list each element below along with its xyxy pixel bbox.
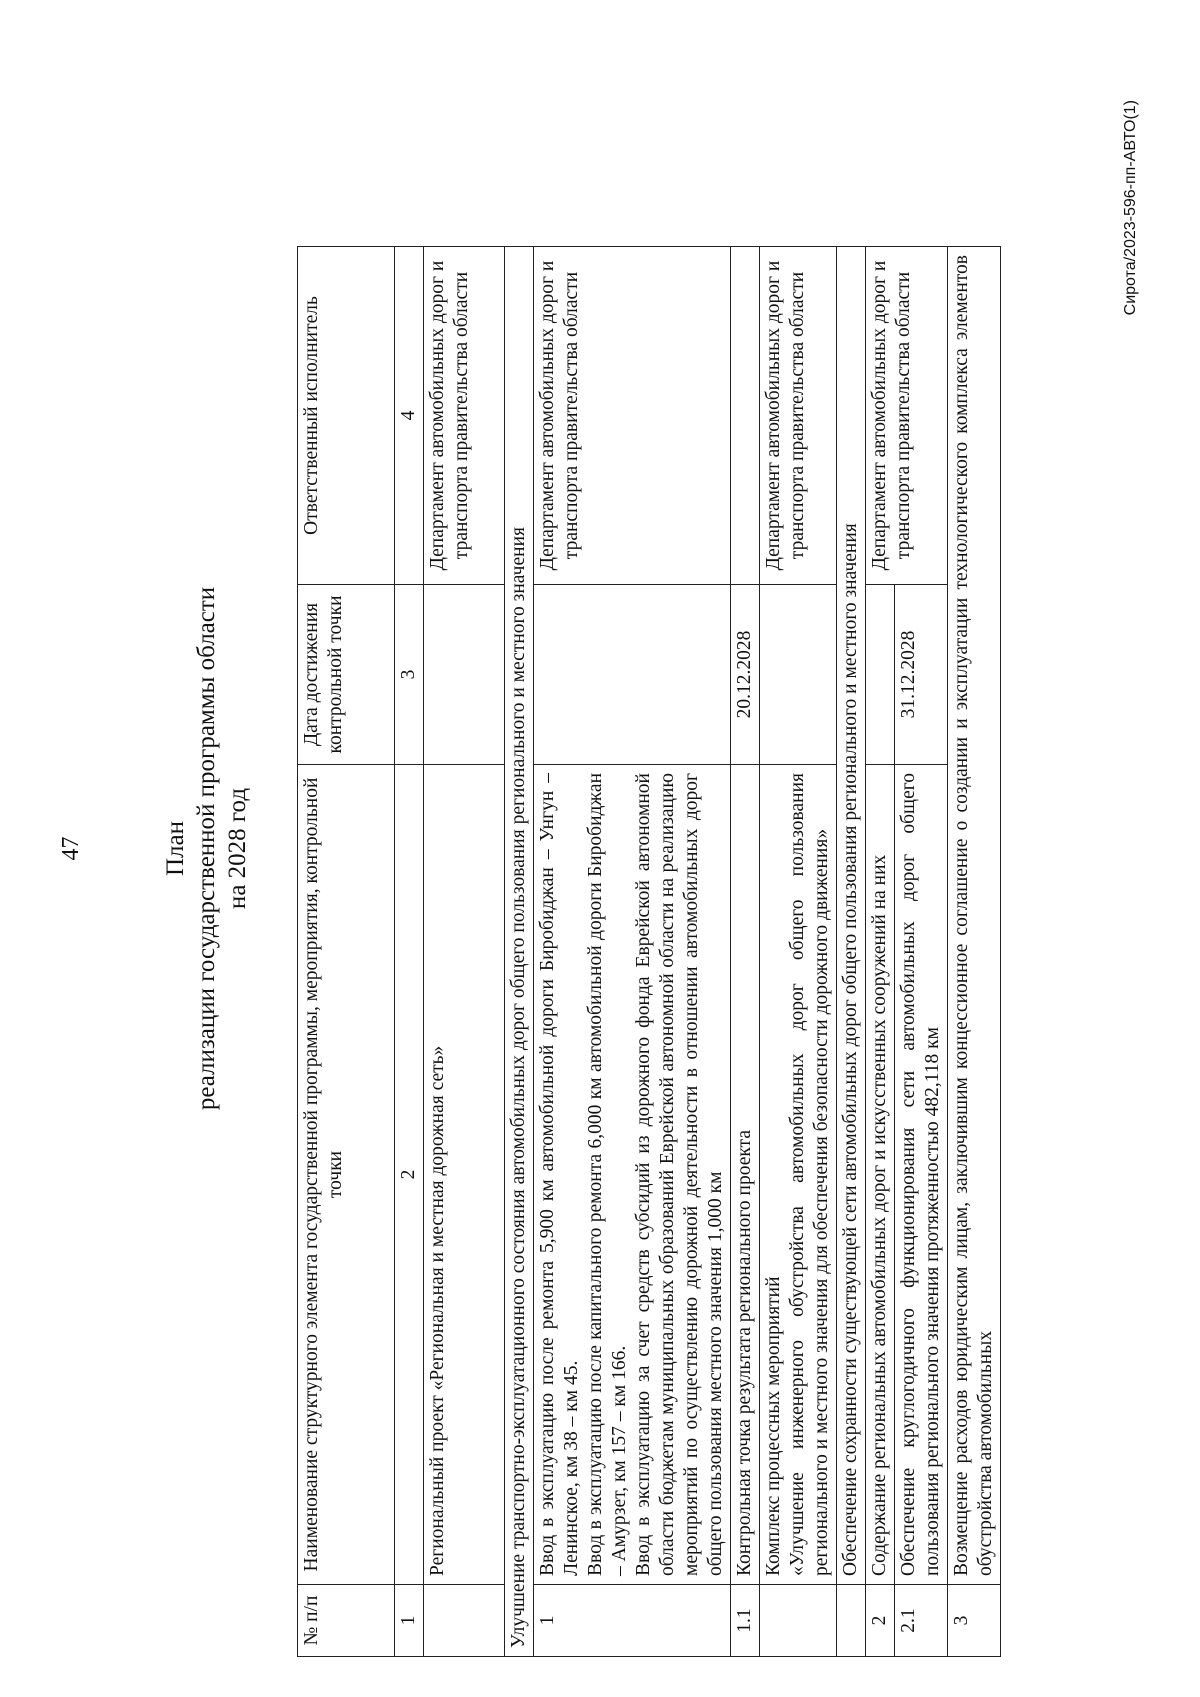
plan-table [297, 246, 1001, 1657]
row-number: 2 [866, 1585, 895, 1657]
document-footer-code: Сирота/2023-596-пп-АВТО(1) [1122, 100, 1139, 316]
column-number-3: 3 [395, 585, 424, 765]
header-date: Дата достижения контрольной точки [298, 585, 395, 765]
task-heading: Обеспечение сохранности существующей сети автомобильных дорог общего пользования регионального и местного значения [837, 247, 866, 1585]
document-title [160, 0, 253, 1697]
row-name: Обеспечение круглогодичного функционирования сети автомобильных дорог общего пользования регионального значения протяженностью 482,118 км [895, 765, 948, 1585]
row-name: Контрольная точка результата регионального проекта [731, 765, 760, 1585]
row-name: Возмещение расходов юридическим лицам, заключившим концессионное соглашение о создании и эксплуатации технологического комплекса элементов обустройства автомобильных [948, 247, 1001, 1585]
task-heading: Улучшение транспортно-эксплуатационного состояния автомобильных дорог общего пользования регионального и местного значения [505, 247, 534, 1657]
row-name [760, 765, 837, 1585]
row-name: Региональный проект «Региональная и местная дорожная сеть» [424, 765, 505, 1585]
complex-title: Комплекс процессных мероприятий [763, 1276, 784, 1576]
complex-name: «Улучшение инженерного обустройства автомобильных дорог общего пользования регионального и местного значения для обеспечения безопасности дорожного движения» [787, 773, 832, 1576]
table-row [948, 247, 1001, 1657]
table-row [760, 247, 837, 1657]
row-number [760, 1585, 837, 1657]
title-line-1: План [162, 821, 189, 877]
table-row [866, 247, 895, 1657]
table-row [424, 247, 505, 1657]
header-name: Наименование структурного элемента государственной программы, мероприятия, контрольной точки [298, 765, 395, 1585]
page-number: 47 [58, 836, 84, 861]
column-number-4: 4 [395, 247, 424, 585]
row-date: 20.12.2028 [731, 585, 760, 765]
row-date [866, 585, 895, 765]
row-number [837, 1585, 866, 1657]
title-line-2: реализации государственной программы области [193, 586, 220, 1111]
row-number: 1 [534, 1585, 731, 1657]
column-number-1: 1 [395, 1585, 424, 1657]
row-date [760, 585, 837, 765]
row-number [424, 1585, 505, 1657]
row-date [534, 585, 731, 765]
row-number: 1.1 [731, 1585, 760, 1657]
column-number-row [395, 247, 424, 1657]
row-executor [731, 247, 760, 585]
row-name-paragraph: Ввод в эксплуатацию после ремонта 5,900 км автомобильной дороги Биробиджан – Унгун – Ленинское, км 38 – км 45. [537, 773, 582, 1576]
header-executor: Ответственный исполнитель [298, 247, 395, 585]
row-name-paragraph: Ввод в эксплуатацию после капитального ремонта 6,000 км автомобильной дороги Биробиджан – Амурзет, км 157 – км 166. [585, 773, 630, 1576]
row-date [424, 585, 505, 765]
row-name: Содержание региональных автомобильных дорог и искусственных сооружений на них [866, 765, 895, 1585]
row-name [534, 765, 731, 1585]
row-executor: Департамент автомобильных дорог и транспорта правительства области [760, 247, 837, 585]
table-row [534, 247, 731, 1657]
table-row [731, 247, 760, 1657]
header-number: № п/п [298, 1585, 395, 1657]
row-number: 2.1 [895, 1585, 948, 1657]
row-executor: Департамент автомобильных дорог и транспорта правительства области [424, 247, 505, 585]
title-line-3: на 2028 год [224, 787, 251, 910]
table-row [505, 247, 534, 1657]
column-number-2: 2 [395, 765, 424, 1585]
header-row [298, 247, 395, 1657]
row-number: 3 [948, 1585, 1001, 1657]
row-executor: Департамент автомобильных дорог и транспорта правительства области [534, 247, 731, 585]
row-date: 31.12.2028 [895, 585, 948, 765]
row-executor: Департамент автомобильных дорог и транспорта правительства области [866, 247, 948, 585]
table-row [837, 247, 866, 1657]
row-name-paragraph: Ввод в эксплуатацию за счет средств субсидий из дорожного фонда Еврейской автономной области бюджетам муниципальных образований Еврейской автономной области на реализацию мероприятий по осуществлению дорожной деятельности в отношении автомобильных дорог общего пользования местного значения 1,000 км [633, 773, 726, 1576]
